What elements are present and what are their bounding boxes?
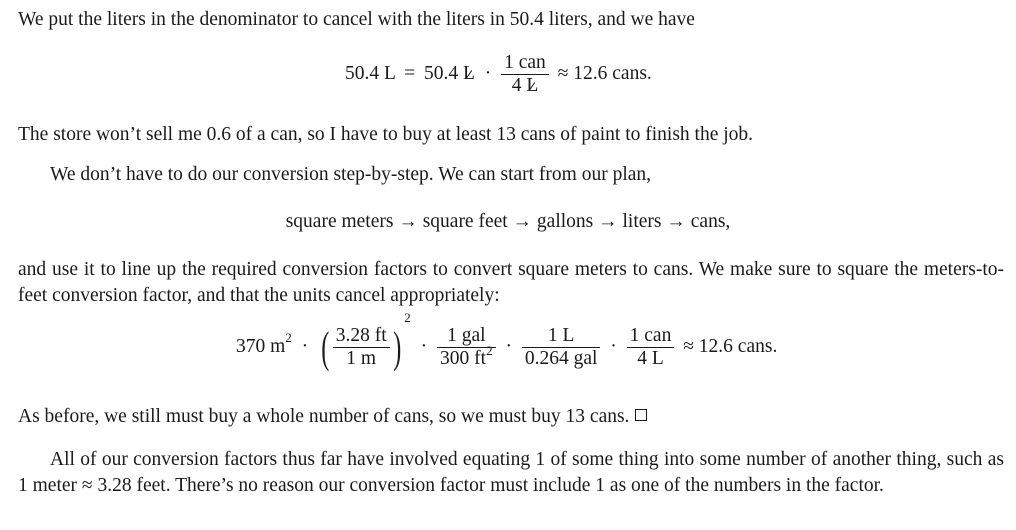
eq2-factor-gallons <box>437 325 496 370</box>
eq2-dot-4: · <box>610 335 617 357</box>
eq1-numerator: 1 can <box>501 52 549 75</box>
eq2-f4-denominator: 4 L <box>637 348 664 369</box>
paragraph-store-cans: The store won’t sell me 0.6 of a can, so I have to buy at least 13 cans of paint to finish the job. <box>18 124 754 145</box>
eq2-f1-denominator: 1 m <box>346 348 377 369</box>
eq1-lhs: 50.4 L <box>345 62 396 84</box>
equation-full-conversion <box>236 310 778 372</box>
conversion-plan: square meters → square feet → gallons → liters → cans, <box>285 211 731 232</box>
eq2-f4-numerator: 1 can <box>627 325 675 348</box>
eq2-left-paren: ( <box>321 322 330 372</box>
eq1-denominator <box>501 75 549 97</box>
eq2-square-exponent: 2 <box>404 310 411 326</box>
eq2-dot-2: · <box>420 335 428 357</box>
eq2-approx: ≈ 12.6 cans. <box>683 335 778 357</box>
paragraph-line-up-factors: and use it to line up the required conversion factors to convert square meters to cans. We make sure to square the meters-to-feet conversion factor, and that the units cancel appropriately: <box>18 259 1004 306</box>
eq2-factor-feet-per-meter <box>333 325 390 370</box>
eq1-equals: = <box>404 62 416 84</box>
paragraph-whole-cans <box>18 404 1004 430</box>
eq2-f2-denominator <box>437 342 496 370</box>
paragraph-whole-cans-text: As before, we still must buy a whole number of cans, so we must buy 13 cans. <box>18 406 630 427</box>
paragraph-conversion-plan-intro: We don’t have to do our conversion step-by-step. We can start from our plan, <box>50 164 652 185</box>
eq2-dot-1: · <box>301 335 309 357</box>
paragraph-conversion-factors: All of our conversion factors thus far have involved equating 1 of some thing into some number of another thing, such as 1 meter ≈ 3.28 feet. There’s no reason our conversion factor must include 1 as one of the numbers in the factor. <box>18 449 1004 496</box>
eq2-area-exponent: 2 <box>285 330 292 346</box>
eq1-den-cancelled-unit: L <box>526 75 539 96</box>
eq2-f2-den-value: 300 ft <box>440 348 487 369</box>
eq1-value: 50.4 <box>423 62 459 84</box>
eq1-fraction <box>501 52 549 97</box>
eq2-dot-3: · <box>505 335 512 357</box>
eq2-f3-numerator: 1 L <box>522 325 601 348</box>
eq2-factor-cans <box>627 325 675 370</box>
eq2-area-value: 370 m <box>236 335 286 357</box>
eq2-right-paren: ) <box>392 322 401 372</box>
equation-liters-to-cans <box>345 52 652 97</box>
eq1-cancelled-unit: L <box>463 61 475 87</box>
qed-square-icon <box>635 409 647 421</box>
eq2-f1-numerator: 3.28 ft <box>333 325 390 348</box>
eq2-f2-numerator: 1 gal <box>437 325 496 348</box>
eq1-approx: ≈ 12.6 cans. <box>557 62 652 84</box>
eq1-dot: · <box>484 62 492 84</box>
eq2-area <box>236 330 292 357</box>
eq2-factor-liters <box>522 325 601 370</box>
eq2-f3-denominator: 0.264 gal <box>524 348 598 369</box>
paragraph-liters-denominator: We put the liters in the denominator to cancel with the liters in 50.4 liters, and we have <box>18 9 695 30</box>
eq2-f2-exponent: 2 <box>486 342 493 358</box>
eq1-den-value: 4 <box>511 75 522 96</box>
